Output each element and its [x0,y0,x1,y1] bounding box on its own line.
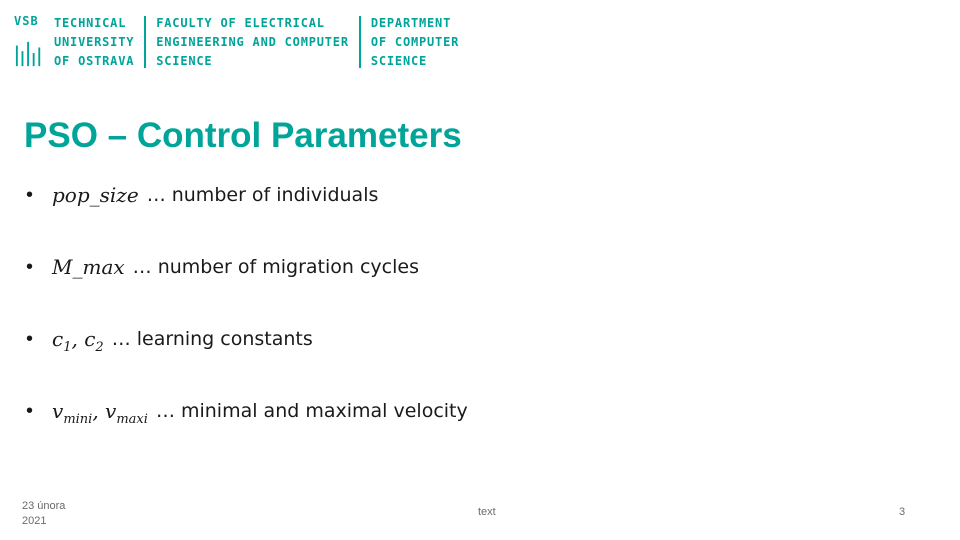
parameter-symbol [52,324,104,363]
faculty-line: SCIENCE [156,54,213,68]
symbol-subscript: maxi [116,412,148,427]
parameter-description: … learning constants [111,328,313,350]
faculty-name [156,14,349,71]
parameter-list [26,180,468,468]
symbol-subscript: 2 [95,340,104,355]
department-name [371,14,459,71]
symbol-base: v [52,399,64,423]
university-line: OF OSTRAVA [54,54,135,68]
vsb-logo [14,14,44,68]
symbol-base: c [52,327,64,351]
parameter-symbol [52,396,148,435]
university-header [14,14,459,70]
symbol-subscript: 1 [63,340,72,355]
list-item [26,180,468,252]
footer-date-line: 2021 [22,515,47,527]
footer-date [22,499,92,529]
page-number: 3 [899,506,906,518]
symbol-separator: , [71,327,85,351]
faculty-line: FACULTY OF ELECTRICAL [156,16,325,30]
footer-text: text [478,506,496,518]
faculty-line: ENGINEERING AND COMPUTER [156,35,349,49]
header-divider [359,16,361,68]
bullet-marker: • [26,328,34,350]
list-item [26,252,468,324]
logo-bars-icon [14,40,44,68]
parameter-description: … minimal and maximal velocity [155,400,468,422]
header-divider [144,16,146,68]
logo-abbreviation: VSB [14,14,39,28]
bullet-marker: • [26,400,34,422]
symbol-subscript: mini [63,412,93,427]
symbol-base: c [84,327,96,351]
bullet-marker: • [26,256,34,278]
list-item [26,396,468,468]
parameter-description: … number of individuals [146,184,379,206]
parameter-symbol: pop_size [52,183,139,207]
symbol-base: v [105,399,117,423]
symbol-separator: , [92,399,106,423]
parameter-symbol: M_max [52,255,125,279]
slide-title: PSO – Control Parameters [24,116,462,155]
university-line: UNIVERSITY [54,35,135,49]
department-line: OF COMPUTER [370,35,460,49]
footer-date-line: 23 února [22,500,66,512]
bullet-marker: • [26,184,34,206]
department-line: SCIENCE [370,54,428,68]
department-line: DEPARTMENT [370,16,452,30]
list-item [26,324,468,396]
university-line: TECHNICAL [54,16,127,30]
parameter-description: … number of migration cycles [132,256,419,278]
university-name [54,14,134,71]
